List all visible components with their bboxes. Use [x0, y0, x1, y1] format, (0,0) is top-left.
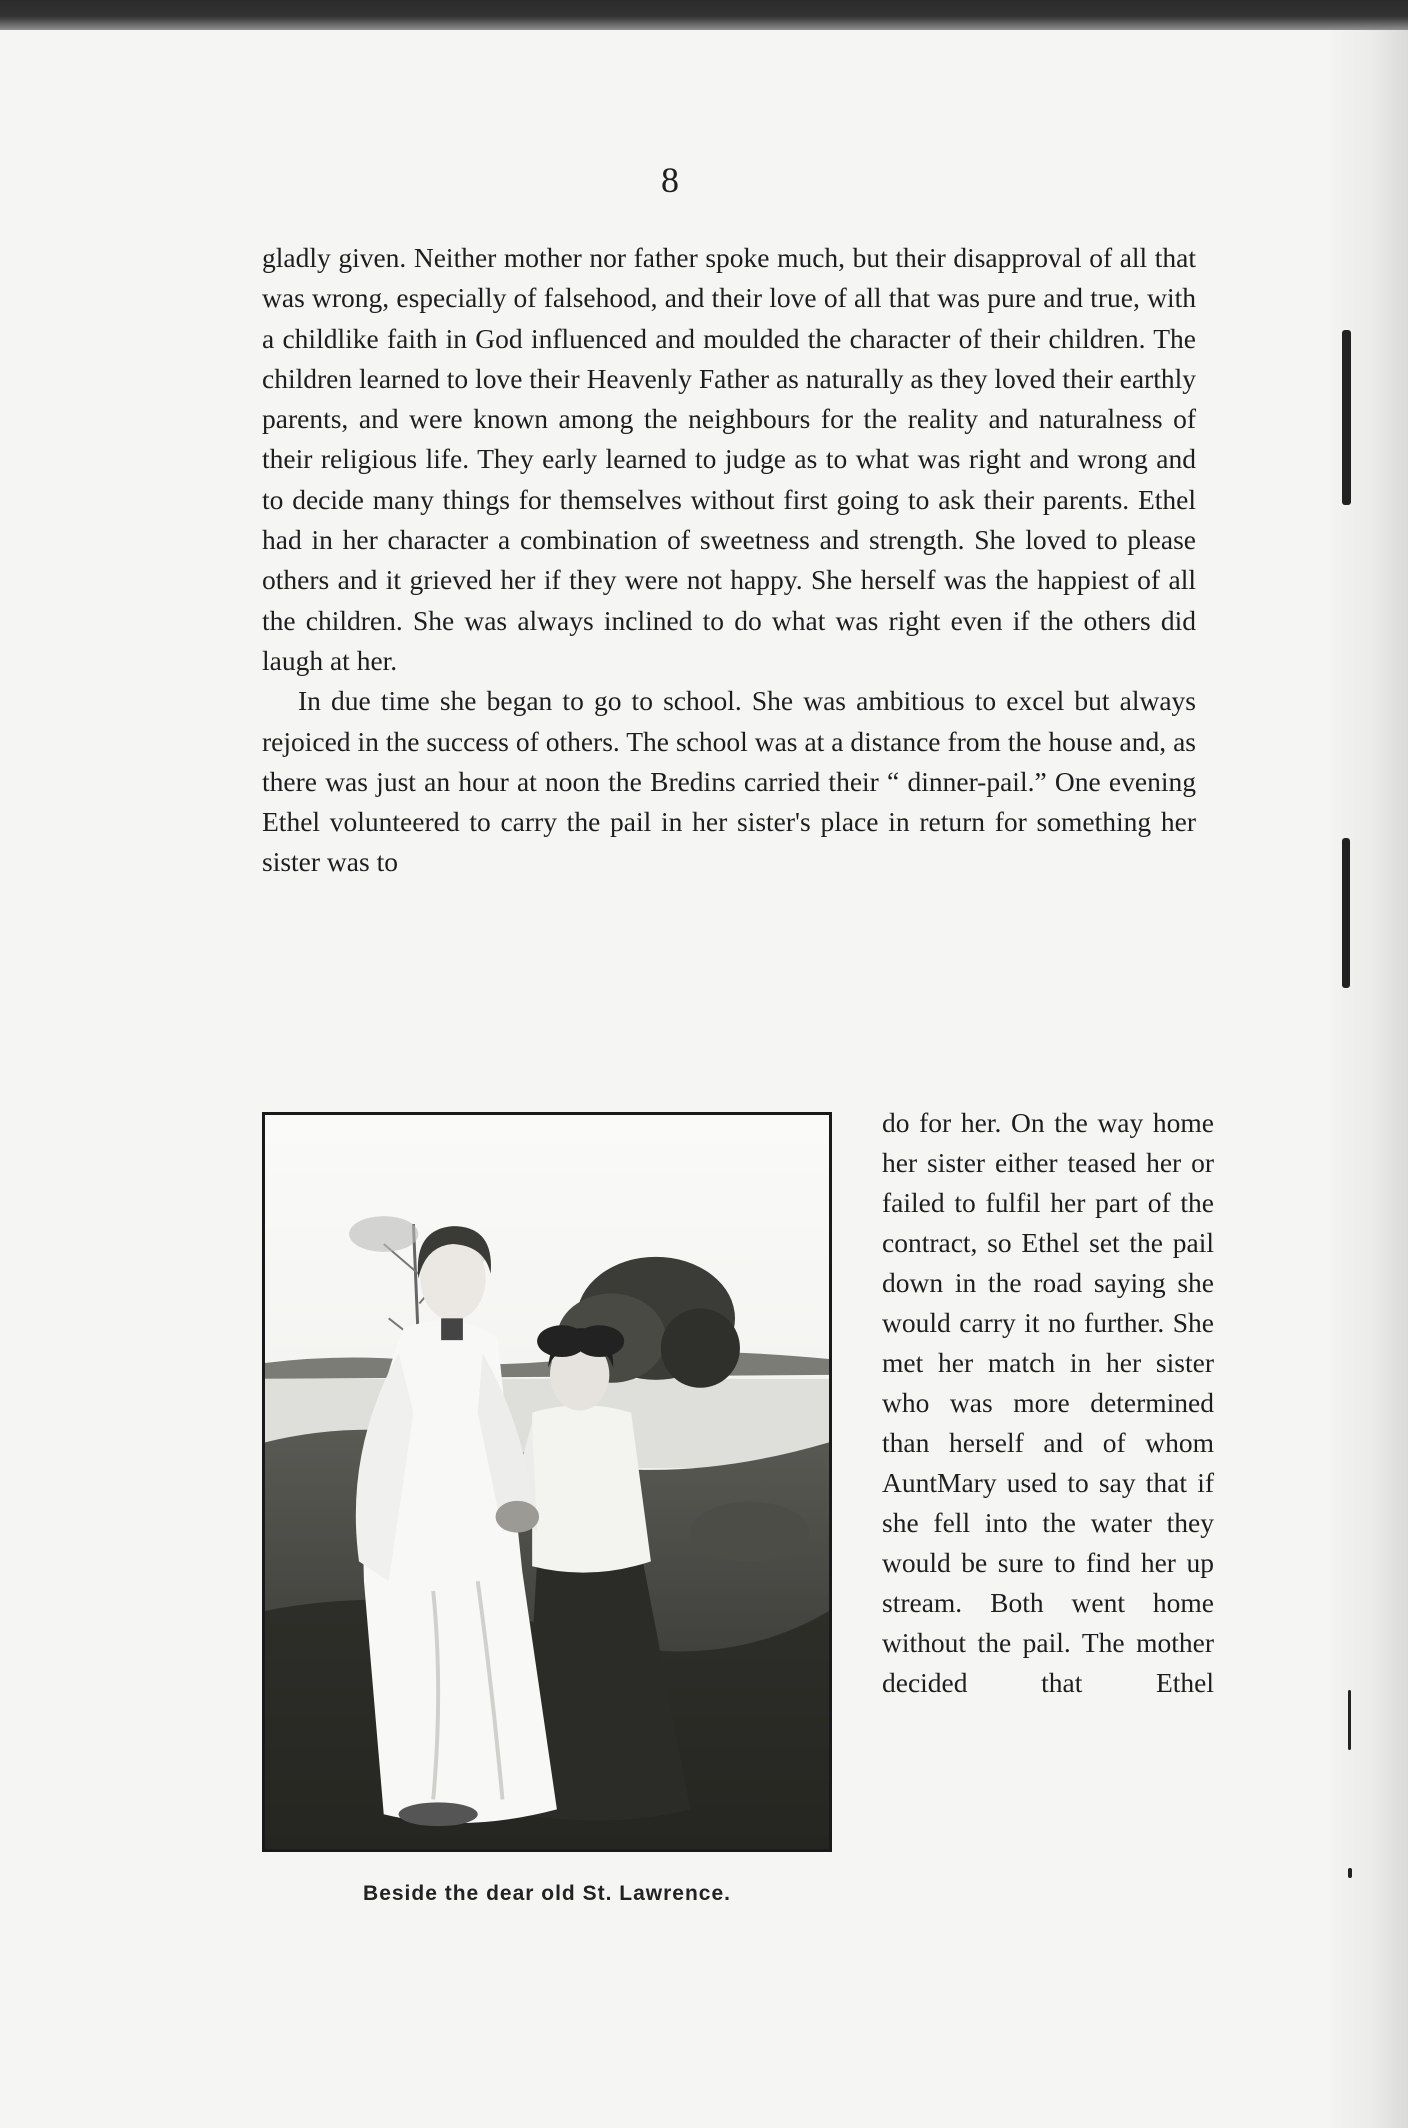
paragraph-1: gladly given. Neither mother nor father spoke much, but their disapproval of all that was wrong, especially of falsehood, and their love of all that was pure and true, with a childlike faith in God influenced and moulded the character of their children. The children learned to love their Heavenly Father as naturally as they loved their earthly parents, and were known among the neighbours for the reality and naturalness of their religious life. They early learned to judge as to what was right and wrong and to decide many things for themselves without first going to ask their parents. Ethel had in her character a combination of sweetness and strength. She loved to please others and it grieved her if they were not happy. She herself was the happiest of all the children. She was always inclined to do what was right even if the others did laugh at her. — [262, 242, 1196, 676]
page-right-margin — [1328, 30, 1408, 2128]
paragraph-2: In due time she began to go to school. She was ambitious to excel but always rejoiced in the success of others. The school was at a distance from the house and, as there was just an hour at noon the Bredins carried their “ dinner-pail.” One evening Ethel volunteered to carry the pail in her sister's place in return for something her sister was to — [262, 685, 1196, 878]
photo-figure — [262, 1112, 832, 1906]
page-number: 8 — [661, 160, 679, 200]
body-text — [262, 238, 1196, 883]
side-column-text: do for her. On the way home her sister either teased her or failed to fulfil her part of the contract, so Ethel set the pail down in the road saying she would carry it no further. She met her match in her sister who was more determined than herself and of whom AuntMary used to say that if she fell into the water they would be sure to find her up stream. Both went home without the pail. The mother decided that Ethel — [882, 1107, 1214, 1698]
scanner-strip — [0, 0, 1408, 30]
photo-caption: Beside the dear old St. Lawrence. — [363, 1882, 731, 1905]
photo-two-women-icon — [265, 1115, 829, 1849]
book-page — [0, 30, 1328, 2128]
photograph — [262, 1112, 832, 1852]
